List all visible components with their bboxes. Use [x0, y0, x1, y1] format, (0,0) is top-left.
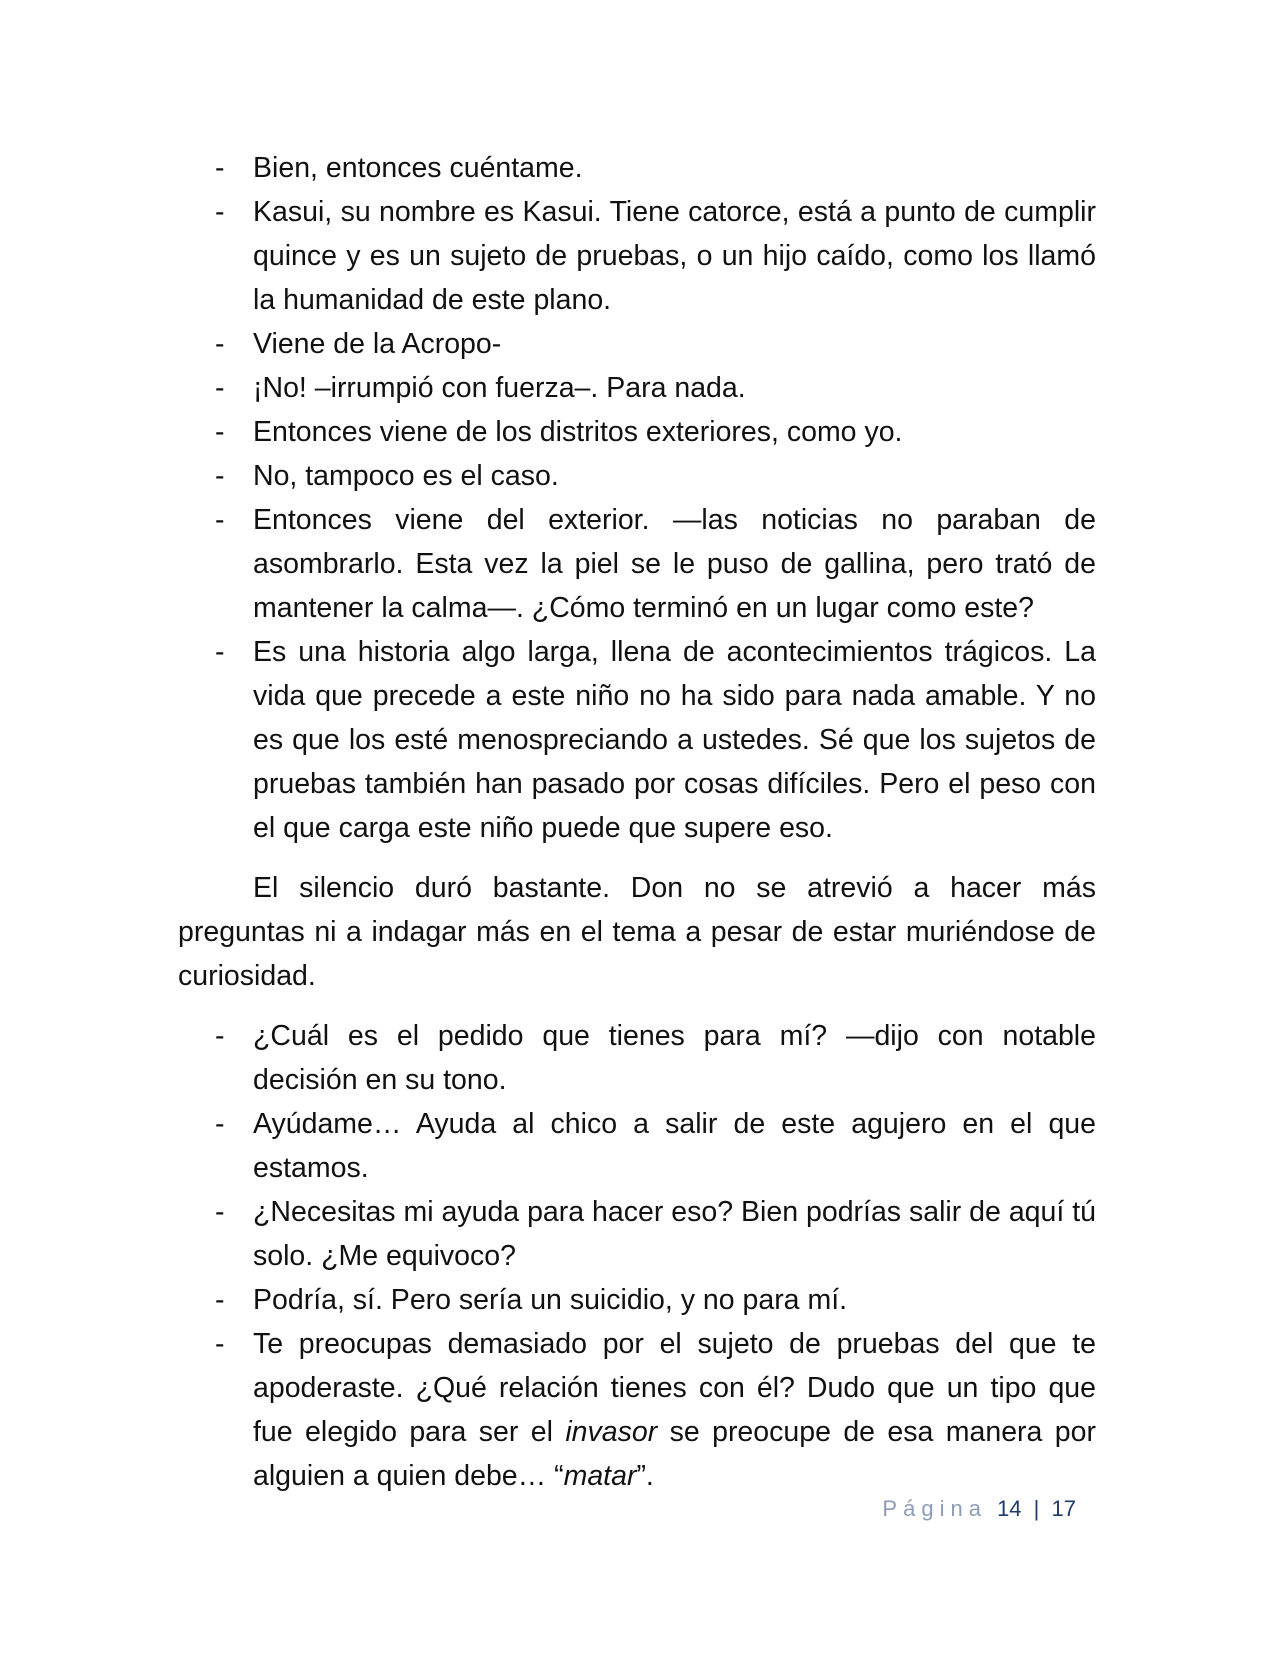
- page-label: Página: [882, 1496, 987, 1521]
- dialogue-line: [178, 366, 1096, 410]
- dialogue-line: [178, 1190, 1096, 1278]
- dialogue-dash: -: [215, 1284, 225, 1316]
- dialogue-text: Es una historia algo larga, llena de acontecimientos trágicos. La vida que precede a este niño no ha sido para nada amable. Y no es que los esté menospreciando a ustedes. Sé que los sujetos de pruebas también han pasado por cosas difíciles. Pero el peso con el que carga este niño puede que supere eso.: [253, 636, 1096, 844]
- dialogue-dash: -: [215, 328, 225, 360]
- page-number: 14: [997, 1496, 1022, 1521]
- page-footer: [882, 1496, 1076, 1522]
- dialogue-dash: -: [215, 196, 225, 228]
- dialogue-dash: -: [215, 1108, 225, 1140]
- dialogue-dash: -: [215, 416, 225, 448]
- dialogue-text: No, tampoco es el caso.: [253, 460, 559, 492]
- dialogue-text: Kasui, su nombre es Kasui. Tiene catorce, está a punto de cumplir quince y es un sujeto de pruebas, o un hijo caído, como los llamó la humanidad de este plano.: [253, 196, 1096, 316]
- page-total: 17: [1051, 1496, 1076, 1521]
- dialogue-text: Ayúdame… Ayuda al chico a salir de este agujero en el que estamos.: [253, 1108, 1096, 1184]
- dialogue-line: [178, 1014, 1096, 1102]
- italic-word: matar: [563, 1460, 637, 1492]
- dialogue-text: Viene de la Acropo-: [253, 328, 502, 360]
- dialogue-dash: -: [215, 636, 225, 668]
- dialogue-line: [178, 1102, 1096, 1190]
- dialogue-line: [178, 322, 1096, 366]
- dialogue-text: Entonces viene de los distritos exteriores, como yo.: [253, 416, 903, 448]
- dialogue-text: ¿Necesitas mi ayuda para hacer eso? Bien podrías salir de aquí tú solo. ¿Me equivoco?: [253, 1196, 1096, 1272]
- dialogue-line: [178, 410, 1096, 454]
- text-segment: se preocupe de esa manera por alguien a quien debe… “: [253, 1416, 1096, 1492]
- dialogue-dash: -: [215, 372, 225, 404]
- dialogue-line: [178, 630, 1096, 850]
- dialogue-dash: -: [215, 504, 225, 536]
- dialogue-line: [178, 498, 1096, 630]
- dialogue-text: Bien, entonces cuéntame.: [253, 152, 583, 184]
- dialogue-dash: -: [215, 1196, 225, 1228]
- dialogue-dash: -: [215, 1020, 225, 1052]
- dialogue-dash: -: [215, 152, 225, 184]
- dialogue-text: [253, 1328, 1096, 1492]
- text-segment: Te preocupas demasiado por el sujeto de pruebas del que te apoderaste. ¿Qué relación tienes con él? Dudo que un tipo que fue elegido para ser el: [253, 1328, 1096, 1448]
- dialogue-text: Podría, sí. Pero sería un suicidio, y no para mí.: [253, 1284, 848, 1316]
- text-segment: ”.: [636, 1460, 654, 1492]
- dialogue-text: ¡No! –irrumpió con fuerza–. Para nada.: [253, 372, 746, 404]
- narrative-paragraph: El silencio duró bastante. Don no se atrevió a hacer más preguntas ni a indagar más en el tema a pesar de estar muriéndose de curiosidad.: [178, 872, 1096, 992]
- dialogue-line: [178, 454, 1096, 498]
- dialogue-line: [178, 146, 1096, 190]
- page-separator: |: [1033, 1496, 1040, 1521]
- dialogue-text: ¿Cuál es el pedido que tienes para mí? —dijo con notable decisión en su tono.: [253, 1020, 1096, 1096]
- dialogue-line: [178, 190, 1096, 322]
- page-body: [178, 146, 1096, 1498]
- dialogue-text: Entonces viene del exterior. —las noticias no paraban de asombrarlo. Esta vez la piel se le puso de gallina, pero trató de mantener la calma—. ¿Cómo terminó en un lugar como este?: [253, 504, 1096, 624]
- dialogue-dash: -: [215, 1328, 225, 1360]
- dialogue-line: [178, 1278, 1096, 1322]
- dialogue-line: [178, 1322, 1096, 1498]
- dialogue-dash: -: [215, 460, 225, 492]
- italic-word: invasor: [565, 1416, 658, 1448]
